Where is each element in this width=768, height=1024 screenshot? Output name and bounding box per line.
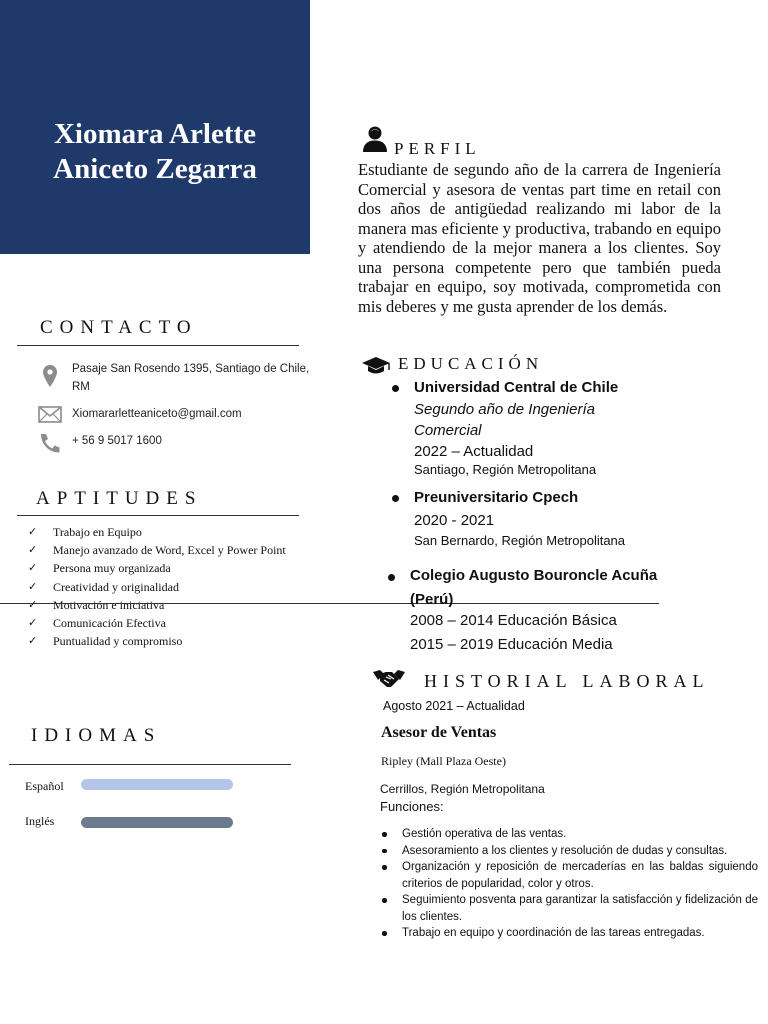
- name-header-block: [0, 0, 310, 254]
- list-item: ✓ Puntualidad y compromiso: [28, 632, 328, 650]
- checkmark-icon: ✓: [28, 526, 38, 538]
- job-position: Asesor de Ventas: [381, 724, 497, 741]
- historial-heading: HISTORIAL LABORAL: [424, 671, 710, 691]
- edu-location-1: Santiago, Región Metropolitana: [414, 462, 597, 477]
- edu-title-1: Universidad Central de Chile: [414, 379, 619, 396]
- edu-title-3-line-1: Colegio Augusto Bouroncle Acuña: [410, 567, 658, 584]
- list-item: Seguimiento posventa para garantizar la satisfacción y fidelización de los clientes.: [380, 892, 758, 925]
- list-item: Asesoramiento a los clientes y resolución de dudas y consultas.: [380, 843, 758, 860]
- aptitudes-heading: APTITUDES: [36, 488, 203, 509]
- bullet-icon: [382, 931, 387, 936]
- list-item: ✓ Motivación e iniciativa: [28, 596, 328, 614]
- envelope-icon: [38, 406, 62, 423]
- bullet-icon: [382, 849, 387, 854]
- bullet-icon: [382, 898, 387, 903]
- contact-heading: CONTACTO: [40, 317, 198, 338]
- phone-text: + 56 9 5017 1600: [72, 435, 162, 447]
- checkmark-icon: ✓: [28, 598, 38, 611]
- bullet-icon: [392, 495, 399, 502]
- email-text: Xiomararletteaniceto@gmail.com: [72, 408, 242, 420]
- functions-label: Funciones:: [380, 799, 444, 814]
- job-location: Cerrillos, Región Metropolitana: [380, 782, 545, 796]
- stray-horizontal-line: [0, 603, 659, 604]
- perfil-heading: PERFIL: [394, 139, 481, 158]
- graduation-cap-icon: [360, 356, 392, 376]
- edu-title-2: Preuniversitario Cpech: [414, 489, 579, 506]
- job-dates: Agosto 2021 – Actualidad: [383, 699, 525, 713]
- checkmark-icon: ✓: [28, 580, 38, 593]
- handshake-icon: [372, 668, 406, 689]
- functions-list: [380, 826, 758, 942]
- edu-dates-2: 2020 - 2021: [414, 512, 495, 529]
- edu-location-2: San Bernardo, Región Metropolitana: [414, 533, 626, 548]
- checkmark-icon: ✓: [28, 617, 38, 630]
- aptitudes-divider: [17, 515, 299, 516]
- edu-degree-line-1: Segundo año de Ingeniería: [414, 401, 595, 418]
- language-label-english: Inglés: [25, 814, 55, 828]
- language-level-bar-spanish: [81, 779, 233, 790]
- educacion-heading: EDUCACIÓN: [398, 354, 544, 373]
- name-line-1: Xiomara Arlette: [53, 118, 257, 150]
- edu-line-3-2: 2015 – 2019 Educación Media: [410, 636, 613, 653]
- edu-degree-line-2: Comercial: [414, 422, 482, 439]
- address-line-1: Pasaje San Rosendo 1395, Santiago de Chile,: [72, 363, 310, 375]
- language-level-bar-english: [81, 817, 233, 828]
- address-line-2: RM: [72, 381, 90, 393]
- edu-dates-1: 2022 – Actualidad: [414, 443, 534, 460]
- bullet-icon: [382, 832, 387, 837]
- phone-icon: [38, 432, 62, 454]
- list-item: Organización y reposición de mercaderías en las baldas siguiendo criterios de popularidad, color y otros.: [380, 859, 758, 892]
- person-icon: [362, 125, 388, 152]
- list-item: ✓ Comunicación Efectiva: [28, 614, 328, 632]
- bullet-icon: [392, 385, 399, 392]
- bullet-icon: [382, 865, 387, 870]
- edu-title-3-line-2: (Perú): [410, 591, 454, 608]
- job-company: Ripley (Mall Plaza Oeste): [381, 754, 506, 768]
- language-label-spanish: Español: [25, 779, 64, 793]
- list-item: Gestión operativa de las ventas.: [380, 826, 758, 843]
- list-item: ✓ Creatividad y originalidad: [28, 578, 328, 596]
- perfil-text: Estudiante de segundo año de la carrera de Ingeniería Comercial y asesora de ventas part time en retail con dos años de antigüedad realizando mi labor de la manera mas eficiente y productiva, trabando en equipo y atendiendo de la mejor manera a los clientes. Soy una persona competente pero que también pueda trabajar en equipo, soy motivada, comprometida con mis deberes y me gusta aprender de los demás.: [358, 160, 721, 316]
- checkmark-icon: ✓: [28, 635, 38, 648]
- bullet-icon: [388, 574, 395, 581]
- aptitudes-list: [28, 523, 328, 650]
- idiomas-divider: [9, 764, 291, 765]
- checkmark-icon: ✓: [28, 544, 38, 557]
- location-pin-icon: [42, 364, 58, 388]
- list-item: ✓ Trabajo en Equipo: [28, 523, 328, 541]
- name-line-2: Aniceto Zegarra: [53, 153, 257, 185]
- idiomas-heading: IDIOMAS: [31, 725, 162, 746]
- list-item: ✓ Manejo avanzado de Word, Excel y Power Point: [28, 541, 328, 559]
- edu-line-3-1: 2008 – 2014 Educación Básica: [410, 612, 617, 629]
- checkmark-icon: ✓: [28, 562, 38, 575]
- list-item: Trabajo en equipo y coordinación de las tareas entregadas.: [380, 925, 758, 942]
- list-item: ✓ Persona muy organizada: [28, 559, 328, 577]
- contact-divider: [17, 345, 299, 346]
